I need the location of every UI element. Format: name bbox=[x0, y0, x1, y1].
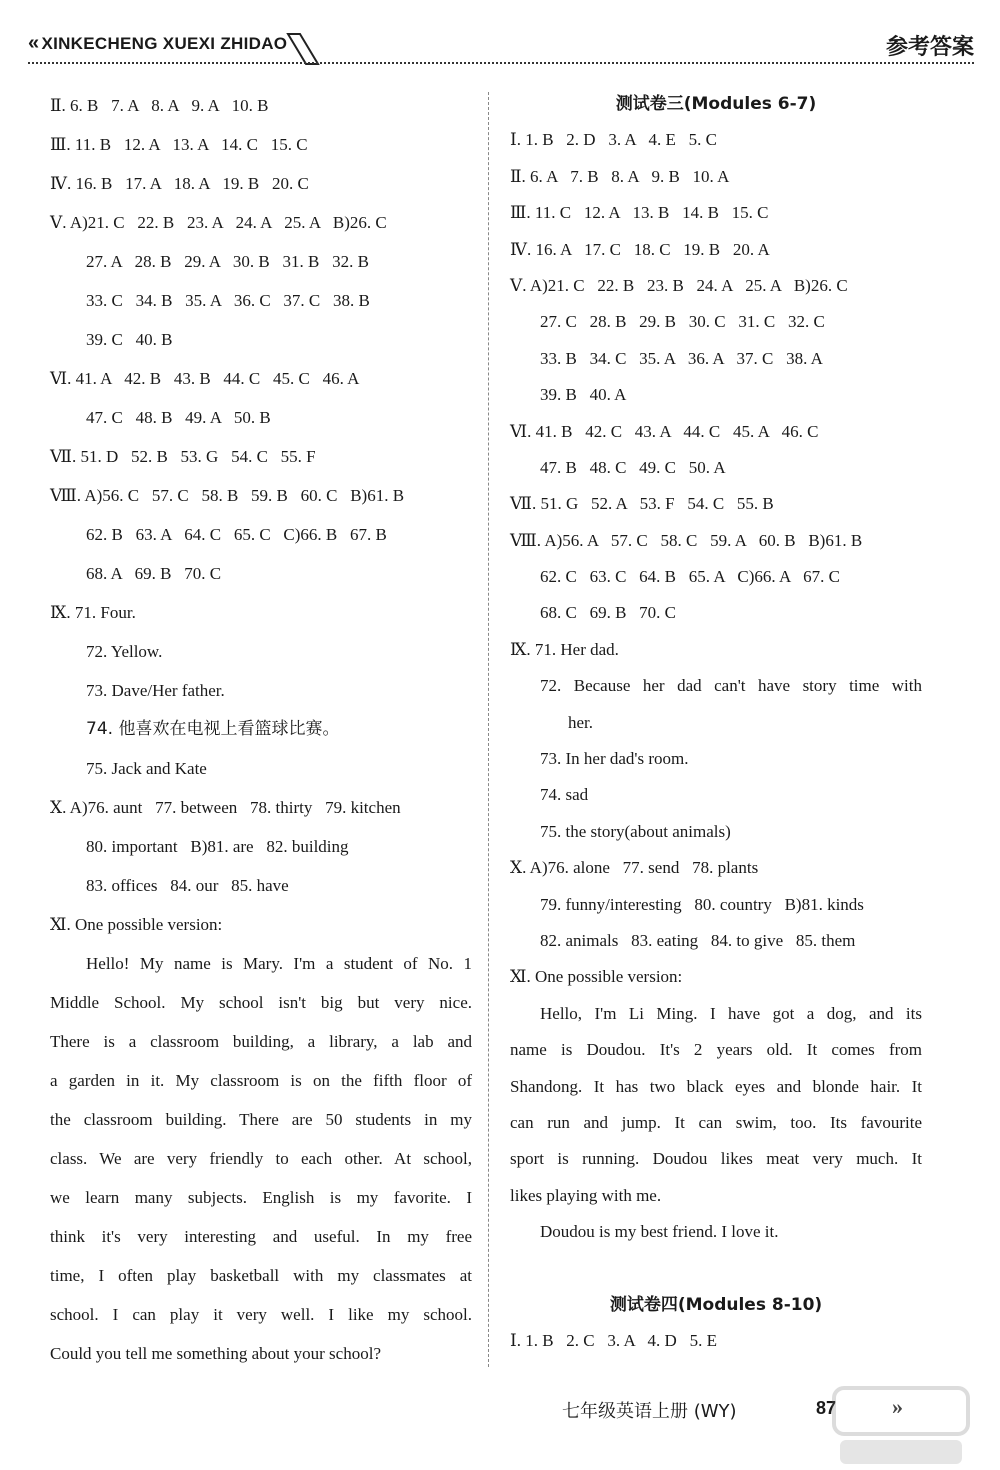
essay-line: Shandong. It has two black eyes and blonde hair. It bbox=[510, 1076, 922, 1096]
answer-line: Ⅶ. 51. D 52. B 53. G 54. C 55. F bbox=[50, 447, 316, 466]
answer-line: Ⅸ. 71. Four. bbox=[50, 603, 136, 622]
essay-line: a garden in it. My classroom is on the fifth floor of bbox=[50, 1071, 472, 1090]
answer-line: Ⅲ. 11. B 12. A 13. A 14. C 15. C bbox=[50, 135, 308, 154]
answer-line: 68. C 69. B 70. C bbox=[540, 603, 677, 623]
essay-line: sport is running. Doudou likes meat very much. It bbox=[510, 1149, 922, 1169]
answer-line: Ⅵ. 41. A 42. B 43. B 44. C 45. C 46. A bbox=[50, 369, 360, 388]
answer-line: Ⅹ. A)76. alone 77. send 78. plants bbox=[510, 858, 759, 878]
answer-line: 62. B 63. A 64. C 65. C C)66. B 67. B bbox=[86, 525, 387, 544]
test-title-3: 测试卷三(Modules 6-7) bbox=[615, 94, 817, 114]
running-title: « XINKECHENG XUEXI ZHIDAO bbox=[28, 32, 288, 54]
answer-line: Ⅶ. 51. G 52. A 53. F 54. C 55. B bbox=[510, 494, 774, 514]
answer-line: 68. A 69. B 70. C bbox=[86, 564, 222, 583]
answer-line: 47. C 48. B 49. A 50. B bbox=[86, 408, 271, 427]
answer-line: 27. A 28. B 29. A 30. B 31. B 32. B bbox=[86, 252, 369, 271]
essay-line: class. We are very friendly to each other. At school, bbox=[50, 1149, 472, 1168]
book-title: 七年级英语上册 (WY) bbox=[562, 1401, 737, 1422]
answer-line: Ⅲ. 11. C 12. A 13. B 14. B 15. C bbox=[510, 203, 769, 223]
answer-line: Ⅹ. A)76. aunt 77. between 78. thirty 79. kitchen bbox=[50, 798, 401, 817]
essay-line: time, I often play basketball with my classmates at bbox=[50, 1266, 472, 1285]
essay-line: Could you tell me something about your school? bbox=[50, 1344, 381, 1363]
answer-line: 33. B 34. C 35. A 36. A 37. C 38. A bbox=[540, 348, 823, 368]
essay-line: can run and jump. It can swim, too. Its favourite bbox=[510, 1112, 922, 1132]
answer-line: Ⅷ. A)56. A 57. C 58. C 59. A 60. B B)61. B bbox=[510, 530, 863, 550]
essay-line: Middle School. My school isn't big but very nice. bbox=[50, 993, 472, 1012]
answer-line: Ⅺ. One possible version: bbox=[510, 967, 683, 987]
answer-line: Ⅵ. 41. B 42. C 43. A 44. C 45. A 46. C bbox=[510, 421, 819, 441]
answer-line: 75. Jack and Kate bbox=[86, 759, 207, 778]
answer-line: 79. funny/interesting 80. country B)81. kinds bbox=[540, 894, 864, 914]
essay-line: think it's very interesting and useful. In my free bbox=[50, 1227, 472, 1246]
header-rule bbox=[28, 62, 974, 64]
answer-line: 83. offices 84. our 85. have bbox=[86, 876, 289, 895]
answer-line: Ⅱ. 6. B 7. A 8. A 9. A 10. B bbox=[50, 96, 269, 115]
answer-line: 47. B 48. C 49. C 50. A bbox=[540, 457, 726, 477]
answer-line: 72. Because her dad can't have story time with bbox=[540, 676, 922, 696]
spacer bbox=[510, 1251, 922, 1287]
essay-line: the classroom building. There are 50 students in my bbox=[50, 1110, 472, 1129]
double-chevron-right-icon: » bbox=[892, 1394, 903, 1419]
answer-line: 74. 他喜欢在电视上看篮球比赛。 bbox=[86, 719, 340, 739]
page-number: 87 bbox=[816, 1398, 837, 1418]
answer-line: 80. important B)81. are 82. building bbox=[86, 837, 349, 856]
answer-line: 73. In her dad's room. bbox=[540, 749, 689, 769]
answer-line: Ⅰ. 1. B 2. C 3. A 4. D 5. E bbox=[510, 1331, 717, 1351]
answer-line: Ⅰ. 1. B 2. D 3. A 4. E 5. C bbox=[510, 130, 717, 150]
answer-line: 27. C 28. B 29. B 30. C 31. C 32. C bbox=[540, 312, 825, 332]
answer-line: Ⅳ. 16. A 17. C 18. C 19. B 20. A bbox=[510, 239, 770, 259]
answer-line: Ⅷ. A)56. C 57. C 58. B 59. B 60. C B)61. B bbox=[50, 486, 405, 505]
answer-line: her. bbox=[568, 712, 594, 732]
answer-line: 72. Yellow. bbox=[86, 642, 163, 661]
answer-line: 62. C 63. C 64. B 65. A C)66. A 67. C bbox=[540, 567, 840, 587]
answer-line: Ⅸ. 71. Her dad. bbox=[510, 639, 619, 659]
answer-line: 39. C 40. B bbox=[86, 330, 173, 349]
column-divider bbox=[488, 92, 489, 1367]
answer-line: 82. animals 83. eating 84. to give 85. them bbox=[540, 930, 856, 950]
essay-line: Hello! My name is Mary. I'm a student of No. 1 bbox=[86, 954, 472, 973]
essay-line: Doudou is my best friend. I love it. bbox=[540, 1222, 779, 1242]
essay-line: we learn many subjects. English is my favorite. I bbox=[50, 1188, 472, 1207]
answer-line: 74. sad bbox=[540, 785, 589, 805]
answer-line: Ⅱ. 6. A 7. B 8. A 9. B 10. A bbox=[510, 166, 730, 186]
answer-line: 73. Dave/Her father. bbox=[86, 681, 225, 700]
essay-line: likes playing with me. bbox=[510, 1185, 662, 1205]
answer-line: 33. C 34. B 35. A 36. C 37. C 38. B bbox=[86, 291, 370, 310]
left-column bbox=[50, 86, 472, 1373]
section-label: 参考答案 bbox=[885, 35, 974, 60]
double-chevron-left-icon: « bbox=[28, 32, 40, 54]
essay-line: name is Doudou. It's 2 years old. It comes from bbox=[510, 1040, 922, 1060]
essay-line: There is a classroom building, a library, a lab and bbox=[50, 1032, 472, 1051]
essay-line: school. I can play it very well. I like my school. bbox=[50, 1305, 472, 1324]
answer-line: Ⅴ. A)21. C 22. B 23. A 24. A 25. A B)26. C bbox=[50, 213, 387, 232]
answer-line: 75. the story(about animals) bbox=[540, 821, 731, 841]
header-slant-decoration bbox=[286, 32, 326, 66]
watermark-logo bbox=[826, 1380, 976, 1470]
answer-line: Ⅴ. A)21. C 22. B 23. B 24. A 25. A B)26. C bbox=[510, 275, 848, 295]
right-column bbox=[510, 86, 922, 1360]
answer-line: Ⅳ. 16. B 17. A 18. A 19. B 20. C bbox=[50, 174, 309, 193]
test-title-4: 测试卷四(Modules 8-10) bbox=[609, 1294, 823, 1315]
answer-line: 39. B 40. A bbox=[540, 385, 627, 405]
answer-line: Ⅺ. One possible version: bbox=[50, 915, 223, 934]
essay-line: Hello, I'm Li Ming. I have got a dog, and its bbox=[540, 1003, 922, 1023]
